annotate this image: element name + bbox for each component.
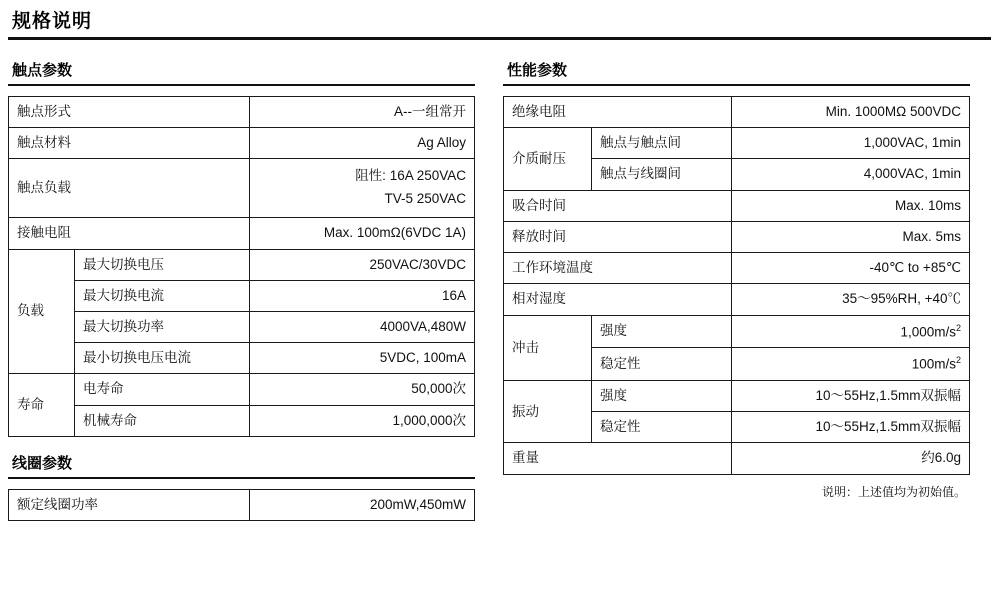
row-label: 最小切换电压电流 bbox=[75, 343, 250, 374]
table-row bbox=[504, 443, 970, 474]
row-label: 触点负载 bbox=[9, 159, 250, 218]
row-label: 触点形式 bbox=[9, 97, 250, 128]
columns-container bbox=[8, 56, 991, 521]
group-label-load: 负载 bbox=[9, 249, 75, 374]
row-value: Max. 100mΩ(6VDC 1A) bbox=[250, 218, 475, 249]
spacer bbox=[8, 437, 475, 449]
section-divider-coil bbox=[8, 477, 475, 479]
row-label: 重量 bbox=[504, 443, 732, 474]
row-label: 强度 bbox=[592, 380, 732, 411]
table-row bbox=[9, 128, 475, 159]
row-value: 50,000次 bbox=[250, 374, 475, 405]
row-label: 最大切换电压 bbox=[75, 249, 250, 280]
row-label: 强度 bbox=[592, 315, 732, 348]
row-value: 4000VA,480W bbox=[250, 311, 475, 342]
row-label: 额定线圈功率 bbox=[9, 489, 250, 520]
row-value: Min. 1000MΩ 500VDC bbox=[732, 97, 970, 128]
left-column bbox=[8, 56, 475, 521]
row-value bbox=[250, 159, 475, 218]
table-row bbox=[9, 280, 475, 311]
row-label: 电寿命 bbox=[75, 374, 250, 405]
row-label: 吸合时间 bbox=[504, 190, 732, 221]
table-row bbox=[9, 489, 475, 520]
row-value bbox=[732, 348, 970, 381]
row-value: 10～55Hz,1.5mm双振幅 bbox=[732, 412, 970, 443]
group-label-vibration: 振动 bbox=[504, 380, 592, 442]
table-row bbox=[9, 311, 475, 342]
group-label-life: 寿命 bbox=[9, 374, 75, 436]
row-value-exponent: 2 bbox=[955, 322, 961, 333]
table-row bbox=[504, 221, 970, 252]
title-divider bbox=[8, 37, 991, 40]
section-title-performance: 性能参数 bbox=[507, 62, 568, 79]
table-row bbox=[504, 128, 970, 159]
table-row bbox=[504, 380, 970, 411]
row-label: 稳定性 bbox=[592, 412, 732, 443]
row-label: 工作环境温度 bbox=[504, 253, 732, 284]
row-label: 接触电阻 bbox=[9, 218, 250, 249]
table-row bbox=[9, 374, 475, 405]
row-label: 释放时间 bbox=[504, 221, 732, 252]
table-row bbox=[504, 315, 970, 348]
row-value bbox=[732, 315, 970, 348]
row-value-text: 1,000m/s bbox=[900, 324, 956, 340]
table-row bbox=[504, 284, 970, 315]
table-row bbox=[504, 97, 970, 128]
table-row bbox=[9, 97, 475, 128]
row-label: 触点与线圈间 bbox=[592, 159, 732, 190]
group-label-shock: 冲击 bbox=[504, 315, 592, 380]
table-row bbox=[9, 405, 475, 436]
row-value: Ag Alloy bbox=[250, 128, 475, 159]
row-value: 200mW,450mW bbox=[250, 489, 475, 520]
page-title: 规格说明 bbox=[12, 11, 93, 32]
row-label: 绝缘电阻 bbox=[504, 97, 732, 128]
row-label: 稳定性 bbox=[592, 348, 732, 381]
group-label-dielectric: 介质耐压 bbox=[504, 128, 592, 190]
row-label: 最大切换功率 bbox=[75, 311, 250, 342]
row-value: 250VAC/30VDC bbox=[250, 249, 475, 280]
section-divider-performance bbox=[503, 84, 970, 86]
row-value-text: 100m/s bbox=[911, 356, 956, 372]
row-value: 4,000VAC, 1min bbox=[732, 159, 970, 190]
row-value-line1: 阻性: 16A 250VAC bbox=[355, 168, 466, 184]
performance-parameters-table bbox=[503, 96, 970, 475]
section-title-coil: 线圈参数 bbox=[12, 454, 73, 472]
table-row bbox=[9, 343, 475, 374]
row-value: A--一组常开 bbox=[250, 97, 475, 128]
row-value: -40℃ to +85℃ bbox=[732, 253, 970, 284]
row-label: 机械寿命 bbox=[75, 405, 250, 436]
row-label: 相对湿度 bbox=[504, 284, 732, 315]
table-row bbox=[504, 190, 970, 221]
row-value: 10～55Hz,1.5mm双振幅 bbox=[732, 380, 970, 411]
contact-parameters-table bbox=[8, 96, 475, 437]
row-value-line2: TV-5 250VAC bbox=[384, 191, 466, 207]
row-value: 1,000VAC, 1min bbox=[732, 128, 970, 159]
right-column bbox=[503, 56, 970, 500]
coil-parameters-table bbox=[8, 489, 475, 521]
row-label: 触点材料 bbox=[9, 128, 250, 159]
row-value-exponent: 2 bbox=[955, 355, 961, 366]
row-value: 5VDC, 100mA bbox=[250, 343, 475, 374]
row-value: 35～95%RH, +40℃ bbox=[732, 284, 970, 315]
row-label: 最大切换电流 bbox=[75, 280, 250, 311]
row-label: 触点与触点间 bbox=[592, 128, 732, 159]
table-row bbox=[504, 253, 970, 284]
row-value: Max. 5ms bbox=[732, 221, 970, 252]
section-title-contact: 触点参数 bbox=[12, 62, 73, 79]
table-row bbox=[9, 249, 475, 280]
footnote: 说明：上述值均为初始值。 bbox=[821, 484, 966, 499]
row-value: 约6.0g bbox=[732, 443, 970, 474]
row-value: Max. 10ms bbox=[732, 190, 970, 221]
table-row bbox=[9, 218, 475, 249]
row-value: 16A bbox=[250, 280, 475, 311]
row-value: 1,000,000次 bbox=[250, 405, 475, 436]
table-row bbox=[9, 159, 475, 218]
section-divider-contact bbox=[8, 84, 475, 86]
